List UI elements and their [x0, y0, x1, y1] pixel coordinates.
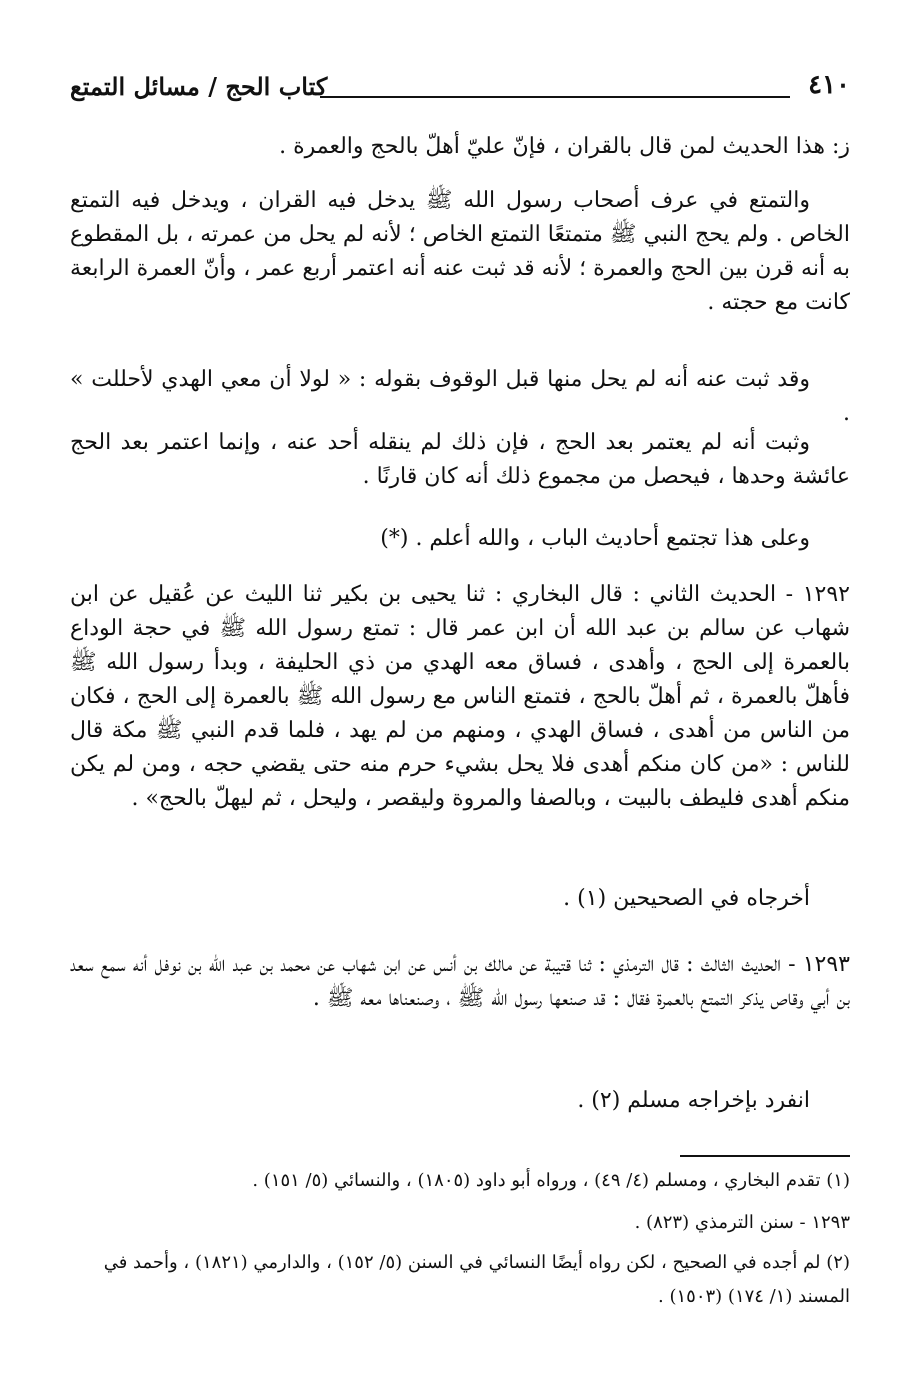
- footnote-1: (١) تقدم البخاري ، ومسلم (٤/ ٤٩) ، ورواه أبو داود (١٨٠٥) ، والنسائي (٥/ ١٥١) .: [252, 1170, 850, 1191]
- paragraph-2: والتمتع في عرف أصحاب رسول الله ﷺ يدخل فيه القران ، ويدخل فيه التمتع الخاص . ولم يحج النبي ﷺ متمتعًا التمتع الخاص ؛ لأنه لم يحل من عمرته ، بل المقطوع به أنه قرن بين الحج والعمرة ؛ لأنه قد ثبت عنه أنه اعتمر أربع عمر ، وأنّ العمرة الرابعة كانت مع حجته .: [70, 188, 850, 315]
- paragraph-1: ز: هذا الحديث لمن قال بالقران ، فإنّ عليّ أهلّ بالحج والعمرة .: [279, 134, 850, 159]
- paragraph-6: أخرجاه في الصحيحين (١) .: [563, 886, 810, 911]
- book-page: [70, 60, 850, 1330]
- paragraph-4: وثبت أنه لم يعتمر بعد الحج ، فإن ذلك لم ينقله أحد عنه ، وإنما اعتمر بعد الحج عائشة وحدها ، فيحصل من مجموع ذلك أنه كان قارنًا .: [70, 430, 850, 489]
- running-title: كتاب الحج / مسائل التمتع: [70, 72, 328, 101]
- paragraph-3: وقد ثبت عنه أنه لم يحل منها قبل الوقوف بقوله : « لولا أن معي الهدي لأحللت » .: [70, 367, 850, 426]
- page-header: [70, 70, 850, 112]
- footnote-2: (٢) لم أجده في الصحيح ، لكن رواه أيضًا النسائي في السنن (٥/ ١٥٢) ، والدارمي (١٨٢١) ، وأحمد في المسند (١/ ١٧٤) (١٥٠٣) .: [103, 1252, 850, 1307]
- paragraph-5: وعلى هذا تجتمع أحاديث الباب ، والله أعلم . (*): [380, 526, 810, 551]
- header-rule: [320, 96, 790, 98]
- hadith-1293: ١٢٩٣ - الحديث الثالث : قال الترمذي : ثنا قتيبة عن مالك بن أنس عن ابن شهاب عن محمد بن عبد الله بن نوفل أنه سمع سعد بن أبي وقاص يذكر التمتع بالعمرة فقال : قد صنعها رسول الله ﷺ ، وصنعناها معه ﷺ .: [70, 952, 850, 1011]
- footnote-separator: [680, 1155, 850, 1157]
- page-number: ٤١٠: [808, 70, 850, 100]
- paragraph-7: انفرد بإخراجه مسلم (٢) .: [577, 1088, 810, 1113]
- hadith-1292: ١٢٩٢ - الحديث الثاني : قال البخاري : ثنا يحيى بن بكير ثنا الليث عن عُقيل عن ابن شهاب عن سالم بن عبد الله أن ابن عمر قال : تمتع رسول الله ﷺ في حجة الوداع بالعمرة إلى الحج ، وأهدى ، فساق معه الهدي من ذي الحليفة ، وبدأ رسول الله ﷺ فأهلّ بالعمرة ، ثم أهلّ بالحج ، فتمتع الناس مع رسول الله ﷺ بالعمرة إلى الحج ، فكان من الناس من أهدى ، فساق الهدي ، ومنهم من لم يهد ، فلما قدم النبي ﷺ مكة قال للناس : «من كان منكم أهدى فلا يحل بشيء حرم منه حتى يقضي حجه ، ومن لم يكن منكم أهدى فليطف بالبيت ، وبالصفا والمروة وليقصر ، وليحل ، ثم ليهلّ بالحج» .: [70, 582, 850, 811]
- footnote-1293: ١٢٩٣ - سنن الترمذي (٨٢٣) .: [634, 1212, 850, 1233]
